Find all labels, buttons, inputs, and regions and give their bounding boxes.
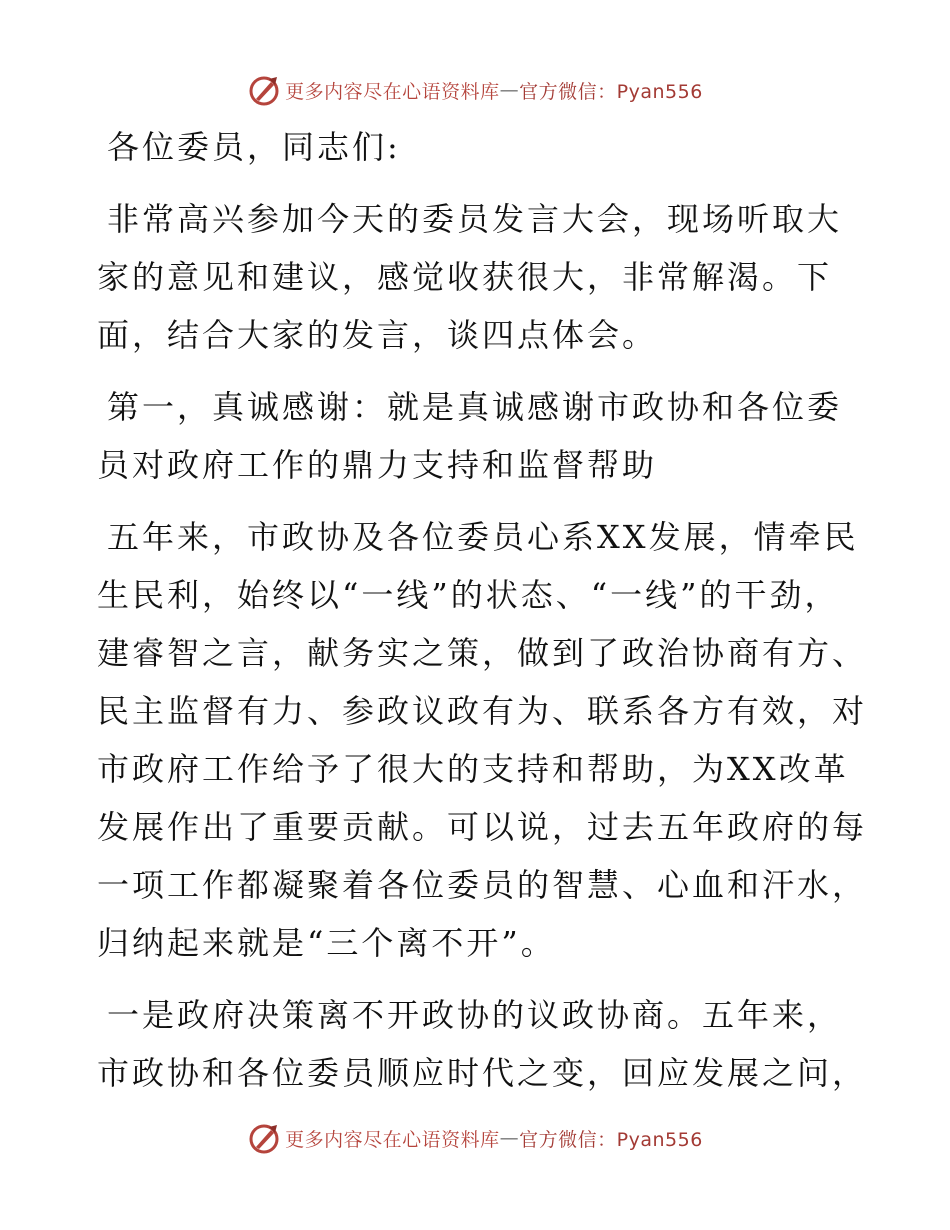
header-wechat-text: 官方微信：Pyan556 (519, 80, 703, 103)
paragraph-1: 非常高兴参加今天的委员发言大会，现场听取大家的意见和建议，感觉收获很大，非常解渴。下面，结合大家的发言，谈四点体会。 (97, 200, 843, 354)
red-quill-logo-icon (247, 73, 281, 107)
red-quill-logo-icon (247, 1121, 281, 1155)
paragraph-4: 一是政府决策离不开政协的议政协商。五年来，市政协和各位委员顺应时代之变，回应发展之问， (97, 996, 868, 1092)
salutation: 各位委员，同志们: (107, 128, 401, 166)
header-dash: — (499, 79, 520, 101)
header-banner (0, 70, 950, 110)
paragraph-2: 第一，真诚感谢：就是真诚感谢市政协和各位委员对政府工作的鼎力支持和监督帮助 (97, 388, 843, 484)
footer-brand-text: 更多内容尽在心语资料库 (285, 1128, 500, 1151)
footer-banner (0, 1118, 950, 1158)
document-body (97, 118, 867, 1116)
footer-wechat-text: 官方微信：Pyan556 (519, 1128, 703, 1151)
footer-dash: — (499, 1127, 520, 1149)
paragraph-3: 五年来，市政协及各位委员心系XX发展，情牵民生民利，始终以“一线”的状态、“一线”的干劲，建睿智之言，献务实之策，做到了政治协商有方、民主监督有力、参政议政有为、联系各方有效，对市政府工作给予了很大的支持和帮助，为XX改革发展作出了重要贡献。可以说，过去五年政府的每一项工作都凝聚着各位委员的智慧、心血和汗水，归纳起来就是“三个离不开”。 (97, 518, 868, 962)
header-brand-text: 更多内容尽在心语资料库 (285, 80, 500, 103)
